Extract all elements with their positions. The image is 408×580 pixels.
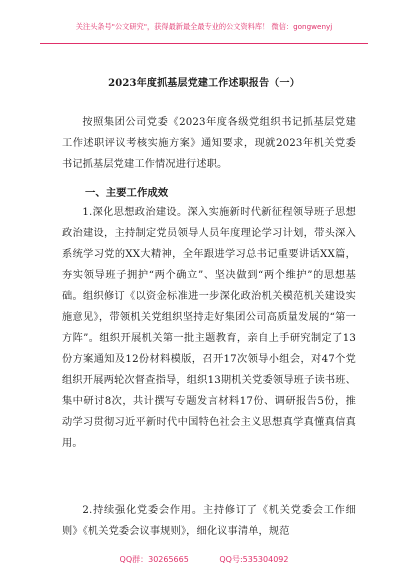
document-title: 2023年度抓基层党建工作述职报告（一） <box>108 78 300 89</box>
footer-qq: QQ号:535304092 <box>219 555 289 564</box>
item2-block <box>62 500 356 542</box>
intro-paragraph: 按照集团公司党委《2023年度各级党组织书记抓基层党建工作述职评议考核实施方案》通知要求，现就2023年机关党委书记抓基层党建工作情况进行述职。 <box>62 117 356 170</box>
header-banner: 关注头条号"公文研究"，获得最新最全最专业的公文资料库！ 微信：gongwenyj <box>75 22 333 31</box>
header-divider <box>40 43 368 44</box>
item1-paragraph: 1.深化思想政治建设。深入实施新时代新征程领导班子思想政治建设，主持制定党员领导人员年度理论学习计划，带头深入系统学习党的XX大精神，全年跟进学习总书记重要讲话XX篇，夯实领导班子拥护“两个确立”、坚决做到“两个维护”的思想基础。组织修订《以资金标准进一步深化政治机关模范机关建设实施意见》，带领机关党组织坚持走好集团公司高质量发展的“第一方阵”。组织开展机关第一批主题教育，亲自上手研究制定了13份方案通知及12份材料模版，召开17次领导小组会，对47个党组织开展两轮次督查指导，组织13期机关党委领导班子读书班、集中研讨8次，共计撰写专题发言材料17份、调研报告5份，推动学习贯彻习近平新时代中国特色社会主义思想真学真懂真信真用。 <box>62 207 356 449</box>
item2-paragraph: 2.持续强化党委会作用。主持修订了《机关党委会工作细则》《机关党委会议事规则》，细化议事清单，规范 <box>62 505 356 537</box>
intro-paragraph-block <box>62 112 356 175</box>
item1-block <box>62 202 356 454</box>
footer-contact <box>0 554 408 565</box>
footer-qq-group: QQ群：30265665 <box>119 555 189 564</box>
section-heading: 一、主要工作成效 <box>85 187 169 199</box>
